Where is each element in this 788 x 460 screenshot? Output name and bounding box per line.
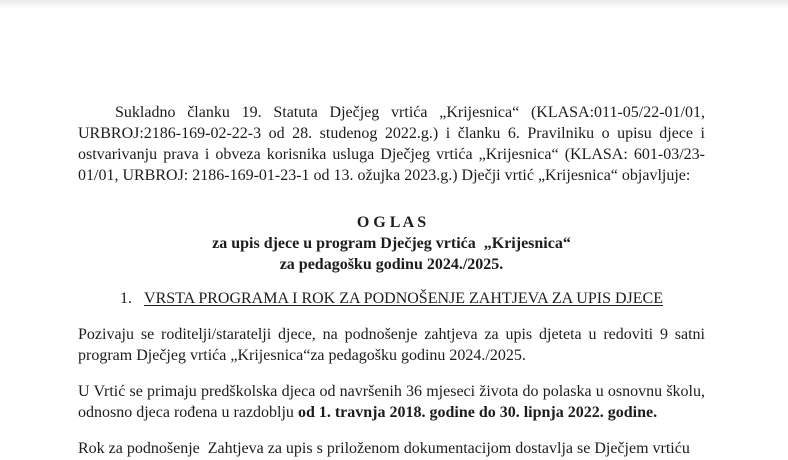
invite-paragraph: Pozivaju se roditelji/staratelji djece, na podnošenje zahtjeva za upis djeteta u redoviti 9 satni program Dječjeg vrtića „Krijesnica“za pedagošku godinu 2024./2025. [78, 326, 705, 364]
top-edge-shadow [0, 0, 788, 9]
document-title [78, 212, 705, 275]
section-1-number: 1. [120, 290, 133, 307]
intro-paragraph: Sukladno članku 19. Statuta Dječjeg vrtića „Krijesnica“ (KLASA:011-05/22-01/01, URBROJ:2186-169-02-22-3 od 28. studenog 2022.g.) i članku 6. Pravilniku o upisu djece i ostvarivanju prava i obveza korisnika usluga Dječjeg vrtića „Krijesnica“ (KLASA: 601-03/23-01/01, URBROJ: 2186-169-01-23-1 od 13. ožujka 2023.g.) Dječji vrtić „Krijesnica“ objavljuje: [78, 104, 705, 184]
age-paragraph-bold-range: od 1. travnja 2018. godine do 30. lipnja 2022. godine. [297, 404, 658, 421]
age-paragraph-text: U Vrtić se primaju predškolska djeca od navršenih 36 mjeseci života do polaska u osnovnu školu, odnosno djeca rođena u razdoblju [78, 383, 705, 421]
title-subtitle: za upis djece u program Dječjeg vrtića „Krijesnica“ [212, 235, 571, 252]
title-school-year: za pedagošku godinu 2024./2025. [279, 256, 504, 273]
document-text-block [78, 102, 705, 459]
deadline-paragraph: Rok za podnošenje Zahtjeva za upis s priloženom dokumentacijom dostavlja se Dječjem vrtiću [78, 440, 690, 457]
title-oglas: O G L A S [356, 214, 427, 231]
section-1-heading [78, 288, 705, 309]
age-paragraph [78, 381, 705, 423]
section-1-title: VRSTA PROGRAMA I ROK ZA PODNOŠENJE ZAHTJEVA ZA UPIS DJECE [144, 290, 663, 307]
